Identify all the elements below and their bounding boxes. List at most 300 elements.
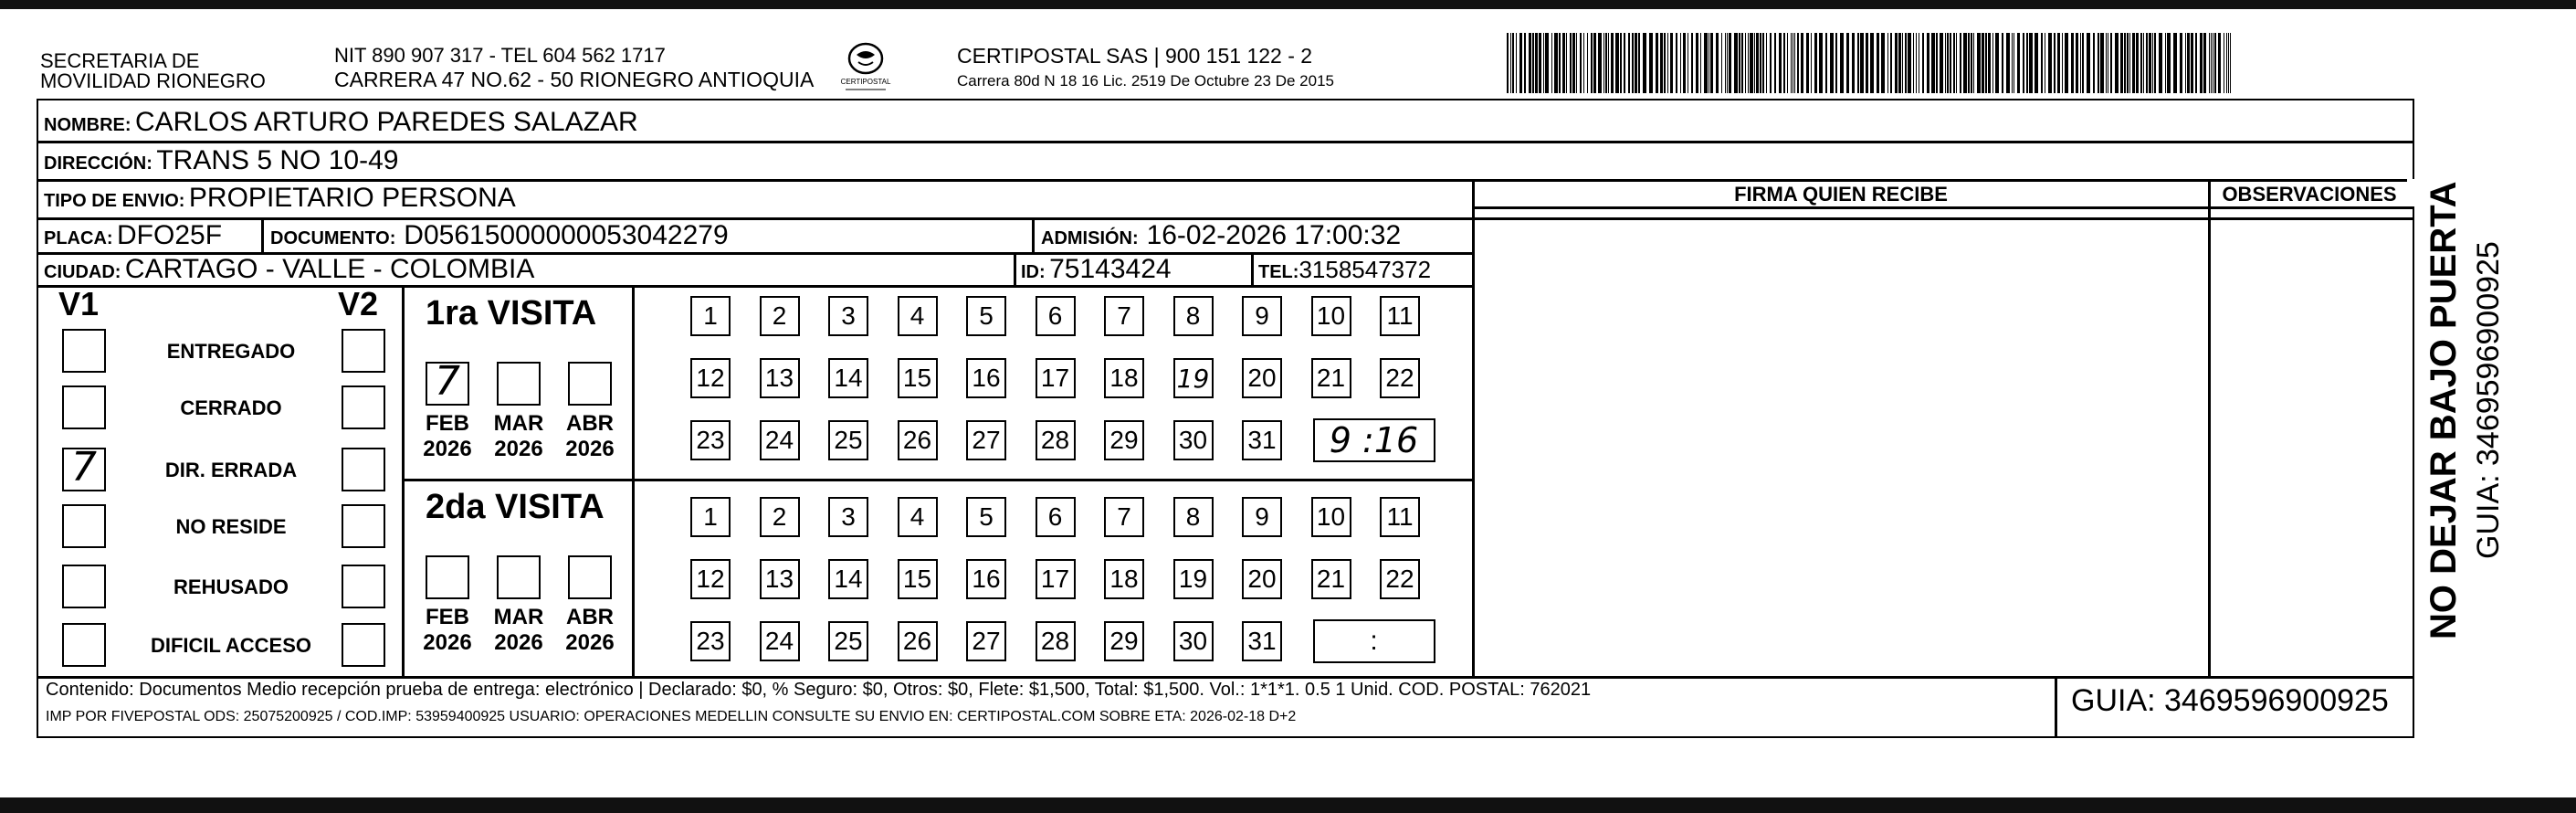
bottom-scan-band xyxy=(0,797,2576,813)
barcode-bar xyxy=(2012,33,2013,93)
org-name-line1: SECRETARIA DE xyxy=(40,49,200,72)
status-label: REHUSADO xyxy=(173,575,289,598)
barcode-bar xyxy=(1566,33,1567,93)
day-box[interactable] xyxy=(1311,358,1351,398)
day-box[interactable] xyxy=(1242,497,1282,537)
barcode-bar xyxy=(2218,33,2221,93)
day-number: 23 xyxy=(696,627,725,655)
barcode-bar xyxy=(1936,33,1938,93)
barcode-bar xyxy=(2152,33,2153,93)
visit-time-box[interactable] xyxy=(1313,418,1435,462)
day-box[interactable] xyxy=(966,296,1006,336)
day-number: 20 xyxy=(1247,565,1277,593)
barcode-bar xyxy=(1615,33,1619,93)
day-number: 19 xyxy=(1178,565,1208,593)
day-box[interactable] xyxy=(828,420,868,460)
barcode-bar xyxy=(2065,33,2068,93)
day-box[interactable] xyxy=(898,621,938,661)
top-scan-band xyxy=(0,0,2576,9)
footer-divider xyxy=(2055,676,2057,738)
day-number: 25 xyxy=(834,426,863,454)
placa-label: PLACA: xyxy=(44,228,113,248)
barcode-bar xyxy=(1605,33,1607,93)
barcode-bar xyxy=(1696,33,1698,93)
day-number: 2 xyxy=(772,301,787,330)
barcode-bar xyxy=(1963,33,1967,93)
barcode-bar xyxy=(1632,33,1634,93)
handwritten-mark: 7 xyxy=(435,358,460,405)
month-checkbox[interactable] xyxy=(426,555,469,599)
day-number: 6 xyxy=(1047,301,1063,330)
day-number: 4 xyxy=(909,502,925,531)
day-box[interactable] xyxy=(760,621,800,661)
v2-header: V2 xyxy=(338,285,379,322)
day-box[interactable] xyxy=(1380,358,1420,398)
barcode-bar xyxy=(1971,33,1972,93)
day-number: 16 xyxy=(972,364,1001,392)
barcode-bar xyxy=(1748,33,1749,93)
v2-checkbox[interactable] xyxy=(342,504,385,548)
barcode-bar xyxy=(1729,33,1731,93)
day-number: 31 xyxy=(1247,426,1277,454)
v2-checkbox[interactable] xyxy=(342,385,385,429)
day-box[interactable] xyxy=(828,497,868,537)
day-box[interactable] xyxy=(966,358,1006,398)
barcode-bar xyxy=(2143,33,2144,93)
barcode-bar xyxy=(1716,33,1719,93)
barcode-bar xyxy=(2132,33,2135,93)
barcode-bar xyxy=(1835,33,1837,93)
day-box[interactable] xyxy=(1104,296,1144,336)
admision-label: ADMISIÓN: xyxy=(1041,228,1139,248)
v2-checkbox[interactable] xyxy=(342,448,385,491)
tipo-envio-field xyxy=(38,182,516,219)
barcode-bar xyxy=(1940,33,1943,93)
month-label xyxy=(418,605,477,656)
day-box[interactable] xyxy=(690,358,731,398)
barcode-bar xyxy=(1683,33,1686,93)
guia-number: GUIA: 3469596900925 xyxy=(2071,683,2389,718)
nombre-label: NOMBRE: xyxy=(44,115,131,135)
day-number: 26 xyxy=(902,627,932,655)
day-box[interactable] xyxy=(760,296,800,336)
day-number: 4 xyxy=(909,301,925,330)
barcode-bar xyxy=(2209,33,2210,93)
nit-line: NIT 890 907 317 - TEL 604 562 1717 xyxy=(334,44,666,67)
day-box[interactable] xyxy=(1242,420,1282,460)
day-number: 12 xyxy=(696,565,725,593)
v1-checkbox[interactable] xyxy=(62,444,106,491)
day-number: 31 xyxy=(1247,627,1277,655)
day-box[interactable] xyxy=(760,358,800,398)
barcode-bar xyxy=(1968,33,1970,93)
day-box[interactable] xyxy=(898,358,938,398)
day-box[interactable] xyxy=(966,497,1006,537)
documento-field xyxy=(265,219,729,257)
firma-column-header: FIRMA QUIEN RECIBE xyxy=(1734,183,1948,206)
barcode-bar xyxy=(1750,33,1753,93)
day-box[interactable] xyxy=(1036,559,1076,599)
day-box[interactable] xyxy=(1380,497,1420,537)
day-number: 27 xyxy=(972,627,1001,655)
day-number: 29 xyxy=(1109,426,1139,454)
month-year: 2026 xyxy=(494,630,543,655)
day-number: 16 xyxy=(972,565,1001,593)
footer-content-line: Contenido: Documentos Medio recepción prueba de entrega: electrónico | Declarado: $0, % Seguro: $0, Otros: $0, Flete: $1,500, Total: $1,500. Vol.: 1*1*1. 0.5 1 Unid. COD. POSTAL: 762021 xyxy=(46,680,1592,700)
barcode-bar xyxy=(1950,33,1951,93)
day-box[interactable] xyxy=(1036,296,1076,336)
direccion-label: DIRECCIÓN: xyxy=(44,153,152,174)
footer-print-line: IMP POR FIVEPOSTAL ODS: 25075200925 / COD.IMP: 53959400925 USUARIO: OPERACIONES MEDELLIN CONSULTE SU ENVIO EN: CERTIPOSTAL.COM SOBRE ETA: 2026-02-18 D+2 xyxy=(46,709,1297,724)
id-value: 75143424 xyxy=(1049,254,1172,284)
day-box[interactable] xyxy=(898,420,938,460)
barcode-bar xyxy=(2093,33,2095,93)
day-number: 13 xyxy=(764,364,794,392)
barcode-bar xyxy=(2057,33,2060,93)
nombre-field xyxy=(38,106,638,143)
month-year: 2026 xyxy=(565,437,615,461)
barcode xyxy=(1505,33,2235,93)
barcode-bar xyxy=(1543,33,1544,93)
barcode-bar xyxy=(2002,33,2003,93)
day-box[interactable] xyxy=(898,296,938,336)
certipostal-logo-icon xyxy=(840,40,891,93)
barcode-bar xyxy=(1890,33,1892,93)
day-box[interactable] xyxy=(1311,296,1351,336)
barcode-bar xyxy=(1960,33,1961,93)
day-box[interactable] xyxy=(1104,621,1144,661)
day-box[interactable] xyxy=(1173,559,1214,599)
barcode-bar xyxy=(1734,33,1738,93)
barcode-bar xyxy=(1680,33,1681,93)
barcode-bar xyxy=(2124,33,2126,93)
barcode-bar xyxy=(1620,33,1622,93)
day-box[interactable] xyxy=(760,497,800,537)
barcode-bar xyxy=(1524,33,1526,93)
barcode-bar xyxy=(2082,33,2084,93)
barcode-bar xyxy=(1664,33,1666,93)
visit-time-box[interactable] xyxy=(1313,619,1435,663)
barcode-bar xyxy=(1814,33,1817,93)
barcode-bar xyxy=(1643,33,1646,93)
month-name: MAR xyxy=(493,605,544,629)
day-number: 28 xyxy=(1040,627,1070,655)
barcode-bar xyxy=(1783,33,1785,93)
ciudad-value: CARTAGO - VALLE - COLOMBIA xyxy=(124,254,535,284)
observaciones-column-divider xyxy=(2208,179,2211,676)
barcode-bar xyxy=(2191,33,2193,93)
month-label xyxy=(489,411,548,462)
day-box[interactable] xyxy=(898,497,938,537)
side-warning: NO DEJAR BAJO PUERTA xyxy=(2424,181,2464,639)
barcode-bar xyxy=(1704,33,1708,93)
barcode-bar xyxy=(2080,33,2081,93)
day-box[interactable] xyxy=(1173,420,1214,460)
day-box[interactable] xyxy=(966,420,1006,460)
day-box[interactable] xyxy=(1380,559,1420,599)
v1-checkbox[interactable] xyxy=(62,329,106,373)
v2-checkbox[interactable] xyxy=(342,565,385,608)
day-box[interactable] xyxy=(690,559,731,599)
tipo-envio-value: PROPIETARIO PERSONA xyxy=(188,183,516,213)
barcode-bar xyxy=(1830,33,1834,93)
v2-checkbox[interactable] xyxy=(342,623,385,667)
barcode-bar xyxy=(2146,33,2148,93)
barcode-bar xyxy=(2035,33,2038,93)
barcode-bar xyxy=(2165,33,2166,93)
ciudad-label: CIUDAD: xyxy=(44,262,121,282)
barcode-bar xyxy=(1866,33,1868,93)
day-number: 17 xyxy=(1040,364,1070,392)
barcode-bar xyxy=(1902,33,1903,93)
day-number: 3 xyxy=(841,301,856,330)
barcode-bar xyxy=(1539,33,1541,93)
month-checkbox[interactable] xyxy=(568,555,612,599)
month-label xyxy=(561,605,619,656)
placa-field xyxy=(38,219,222,257)
license-line: Carrera 80d N 18 16 Lic. 2519 De Octubre 23 De 2015 xyxy=(957,72,1334,90)
barcode-bar xyxy=(2054,33,2056,93)
barcode-bar xyxy=(2230,33,2231,93)
barcode-bar xyxy=(1953,33,1955,93)
firma-column-divider xyxy=(1472,179,1475,676)
day-box[interactable] xyxy=(690,420,731,460)
v1-checkbox[interactable] xyxy=(62,623,106,667)
day-box[interactable] xyxy=(1242,559,1282,599)
barcode-bar xyxy=(1988,33,1991,93)
barcode-bar xyxy=(1512,33,1514,93)
day-box[interactable] xyxy=(690,296,731,336)
day-number: 19 xyxy=(1176,363,1210,394)
tel-value: 3158547372 xyxy=(1299,256,1432,283)
day-box[interactable] xyxy=(1036,621,1076,661)
barcode-bar xyxy=(1667,33,1668,93)
barcode-bar xyxy=(1977,33,1981,93)
day-number: 22 xyxy=(1385,364,1414,392)
barcode-bar xyxy=(2228,33,2229,93)
id-field xyxy=(1015,253,1172,290)
v1-checkbox[interactable] xyxy=(62,385,106,429)
day-number: 11 xyxy=(1386,502,1414,531)
barcode-bar xyxy=(1995,33,1999,93)
ciudad-field xyxy=(38,253,534,290)
cell-divider xyxy=(1032,217,1035,252)
barcode-bar xyxy=(1739,33,1740,93)
barcode-bar xyxy=(1725,33,1726,93)
column-header-line xyxy=(1472,206,2414,209)
barcode-bar xyxy=(1545,33,1549,93)
barcode-bar xyxy=(2071,33,2074,93)
day-box[interactable] xyxy=(1242,358,1282,398)
barcode-bar xyxy=(1787,33,1788,93)
month-checkbox[interactable] xyxy=(426,358,469,406)
barcode-bar xyxy=(1721,33,1722,93)
barcode-bar xyxy=(1710,33,1713,93)
day-box[interactable] xyxy=(1104,559,1144,599)
barcode-bar xyxy=(1927,33,1929,93)
barcode-bar xyxy=(1580,33,1582,93)
barcode-bar xyxy=(1611,33,1614,93)
day-number: 13 xyxy=(764,565,794,593)
day-number: 24 xyxy=(764,426,794,454)
day-box[interactable] xyxy=(1173,358,1214,398)
day-number: 10 xyxy=(1316,502,1346,531)
day-box[interactable] xyxy=(1311,497,1351,537)
barcode-bar xyxy=(1931,33,1935,93)
month-checkbox[interactable] xyxy=(497,555,541,599)
admision-field xyxy=(1036,219,1401,257)
documento-value: D05615000000053042279 xyxy=(404,220,729,250)
side-guia: GUIA: 3469596900925 xyxy=(2471,241,2506,559)
barcode-bar xyxy=(2203,33,2206,93)
barcode-bar xyxy=(2136,33,2139,93)
barcode-bar xyxy=(1794,33,1795,93)
day-box[interactable] xyxy=(966,559,1006,599)
day-box[interactable] xyxy=(1036,420,1076,460)
visit-time: 9 :16 xyxy=(1329,420,1419,460)
day-box[interactable] xyxy=(1036,358,1076,398)
visit-time: : xyxy=(1370,626,1378,656)
month-year: 2026 xyxy=(423,437,472,461)
visit2-title: 2da VISITA xyxy=(426,488,605,526)
barcode-bar xyxy=(1922,33,1924,93)
barcode-bar xyxy=(2017,33,2020,93)
barcode-bar xyxy=(1691,33,1693,93)
v1-checkbox[interactable] xyxy=(62,504,106,548)
day-box[interactable] xyxy=(1104,358,1144,398)
day-box[interactable] xyxy=(1380,296,1420,336)
placa-value: DFO25F xyxy=(117,220,223,250)
barcode-bar xyxy=(1791,33,1792,93)
footer-line xyxy=(37,676,2414,679)
day-box[interactable] xyxy=(1036,497,1076,537)
barcode-bar xyxy=(1507,33,1509,93)
day-box[interactable] xyxy=(828,358,868,398)
barcode-bar xyxy=(1806,33,1809,93)
barcode-bar xyxy=(2149,33,2151,93)
barcode-bar xyxy=(2023,33,2024,93)
day-number: 17 xyxy=(1040,565,1070,593)
cell-divider xyxy=(261,217,264,252)
day-box[interactable] xyxy=(690,497,731,537)
day-number: 15 xyxy=(902,565,932,593)
day-box[interactable] xyxy=(898,559,938,599)
barcode-bar xyxy=(1956,33,1957,93)
day-box[interactable] xyxy=(1104,497,1144,537)
barcode-bar xyxy=(1819,33,1823,93)
barcode-bar xyxy=(1898,33,1901,93)
barcode-bar xyxy=(1846,33,1849,93)
barcode-bar xyxy=(2098,33,2099,93)
status-label: CERRADO xyxy=(180,396,282,419)
barcode-bar xyxy=(1559,33,1561,93)
day-number: 18 xyxy=(1109,364,1139,392)
barcode-bar xyxy=(1660,33,1663,93)
direccion-value: TRANS 5 NO 10-49 xyxy=(156,145,399,175)
day-number: 30 xyxy=(1178,627,1208,655)
day-box[interactable] xyxy=(690,621,731,661)
barcode-bar xyxy=(1797,33,1799,93)
day-box[interactable] xyxy=(966,621,1006,661)
barcode-bar xyxy=(1624,33,1625,93)
day-box[interactable] xyxy=(760,559,800,599)
month-name: FEB xyxy=(426,605,469,629)
barcode-bar xyxy=(1576,33,1577,93)
barcode-bar xyxy=(1877,33,1879,93)
day-number: 2 xyxy=(772,502,787,531)
barcode-bar xyxy=(2167,33,2171,93)
barcode-bar xyxy=(2211,33,2212,93)
barcode-bar xyxy=(2115,33,2119,93)
barcode-bar xyxy=(1760,33,1761,93)
day-box[interactable] xyxy=(828,559,868,599)
barcode-bar xyxy=(1516,33,1517,93)
barcode-bar xyxy=(2154,33,2156,93)
month-checkbox[interactable] xyxy=(497,362,541,406)
barcode-bar xyxy=(1870,33,1874,93)
barcode-bar xyxy=(2048,33,2052,93)
tipo-envio-label: TIPO DE ENVIO: xyxy=(44,191,185,211)
barcode-bar xyxy=(2173,33,2177,93)
barcode-bar xyxy=(1774,33,1776,93)
barcode-bar xyxy=(2110,33,2112,93)
barcode-bar xyxy=(1532,33,1534,93)
day-box[interactable] xyxy=(1173,497,1214,537)
barcode-bar xyxy=(2140,33,2142,93)
barcode-bar xyxy=(1608,33,1609,93)
barcode-bar xyxy=(1591,33,1593,93)
day-box[interactable] xyxy=(760,420,800,460)
id-label: ID: xyxy=(1021,262,1046,282)
day-box[interactable] xyxy=(1173,296,1214,336)
v2-checkbox[interactable] xyxy=(342,329,385,373)
barcode-bar xyxy=(1947,33,1949,93)
barcode-bar xyxy=(1554,33,1558,93)
barcode-bar xyxy=(1913,33,1914,93)
day-box[interactable] xyxy=(1242,296,1282,336)
barcode-bar xyxy=(2180,33,2182,93)
day-box[interactable] xyxy=(1104,420,1144,460)
day-number: 25 xyxy=(834,627,863,655)
barcode-bar xyxy=(1676,33,1677,93)
status-label: DIR. ERRADA xyxy=(164,459,298,481)
month-checkbox[interactable] xyxy=(568,362,612,406)
status-label: DIFICIL ACCESO xyxy=(150,634,311,657)
day-number: 7 xyxy=(1117,502,1131,531)
day-box[interactable] xyxy=(1242,621,1282,661)
barcode-bar xyxy=(2106,33,2107,93)
month-name: MAR xyxy=(493,411,544,436)
barcode-bar xyxy=(2200,33,2203,93)
barcode-bar xyxy=(1857,33,1859,93)
visit1-title: 1ra VISITA xyxy=(426,294,597,333)
day-box[interactable] xyxy=(828,296,868,336)
day-number: 10 xyxy=(1316,301,1346,330)
day-box[interactable] xyxy=(1173,621,1214,661)
barcode-bar xyxy=(1656,33,1658,93)
month-label xyxy=(489,605,548,656)
day-number: 1 xyxy=(703,502,718,531)
status-label: NO RESIDE xyxy=(175,515,287,538)
day-number: 23 xyxy=(696,426,725,454)
day-number: 21 xyxy=(1316,565,1346,593)
barcode-bar xyxy=(1598,33,1602,93)
barcode-bar xyxy=(2127,33,2129,93)
month-year: 2026 xyxy=(494,437,543,461)
v1-checkbox[interactable] xyxy=(62,565,106,608)
day-box[interactable] xyxy=(828,621,868,661)
day-box[interactable] xyxy=(1311,559,1351,599)
